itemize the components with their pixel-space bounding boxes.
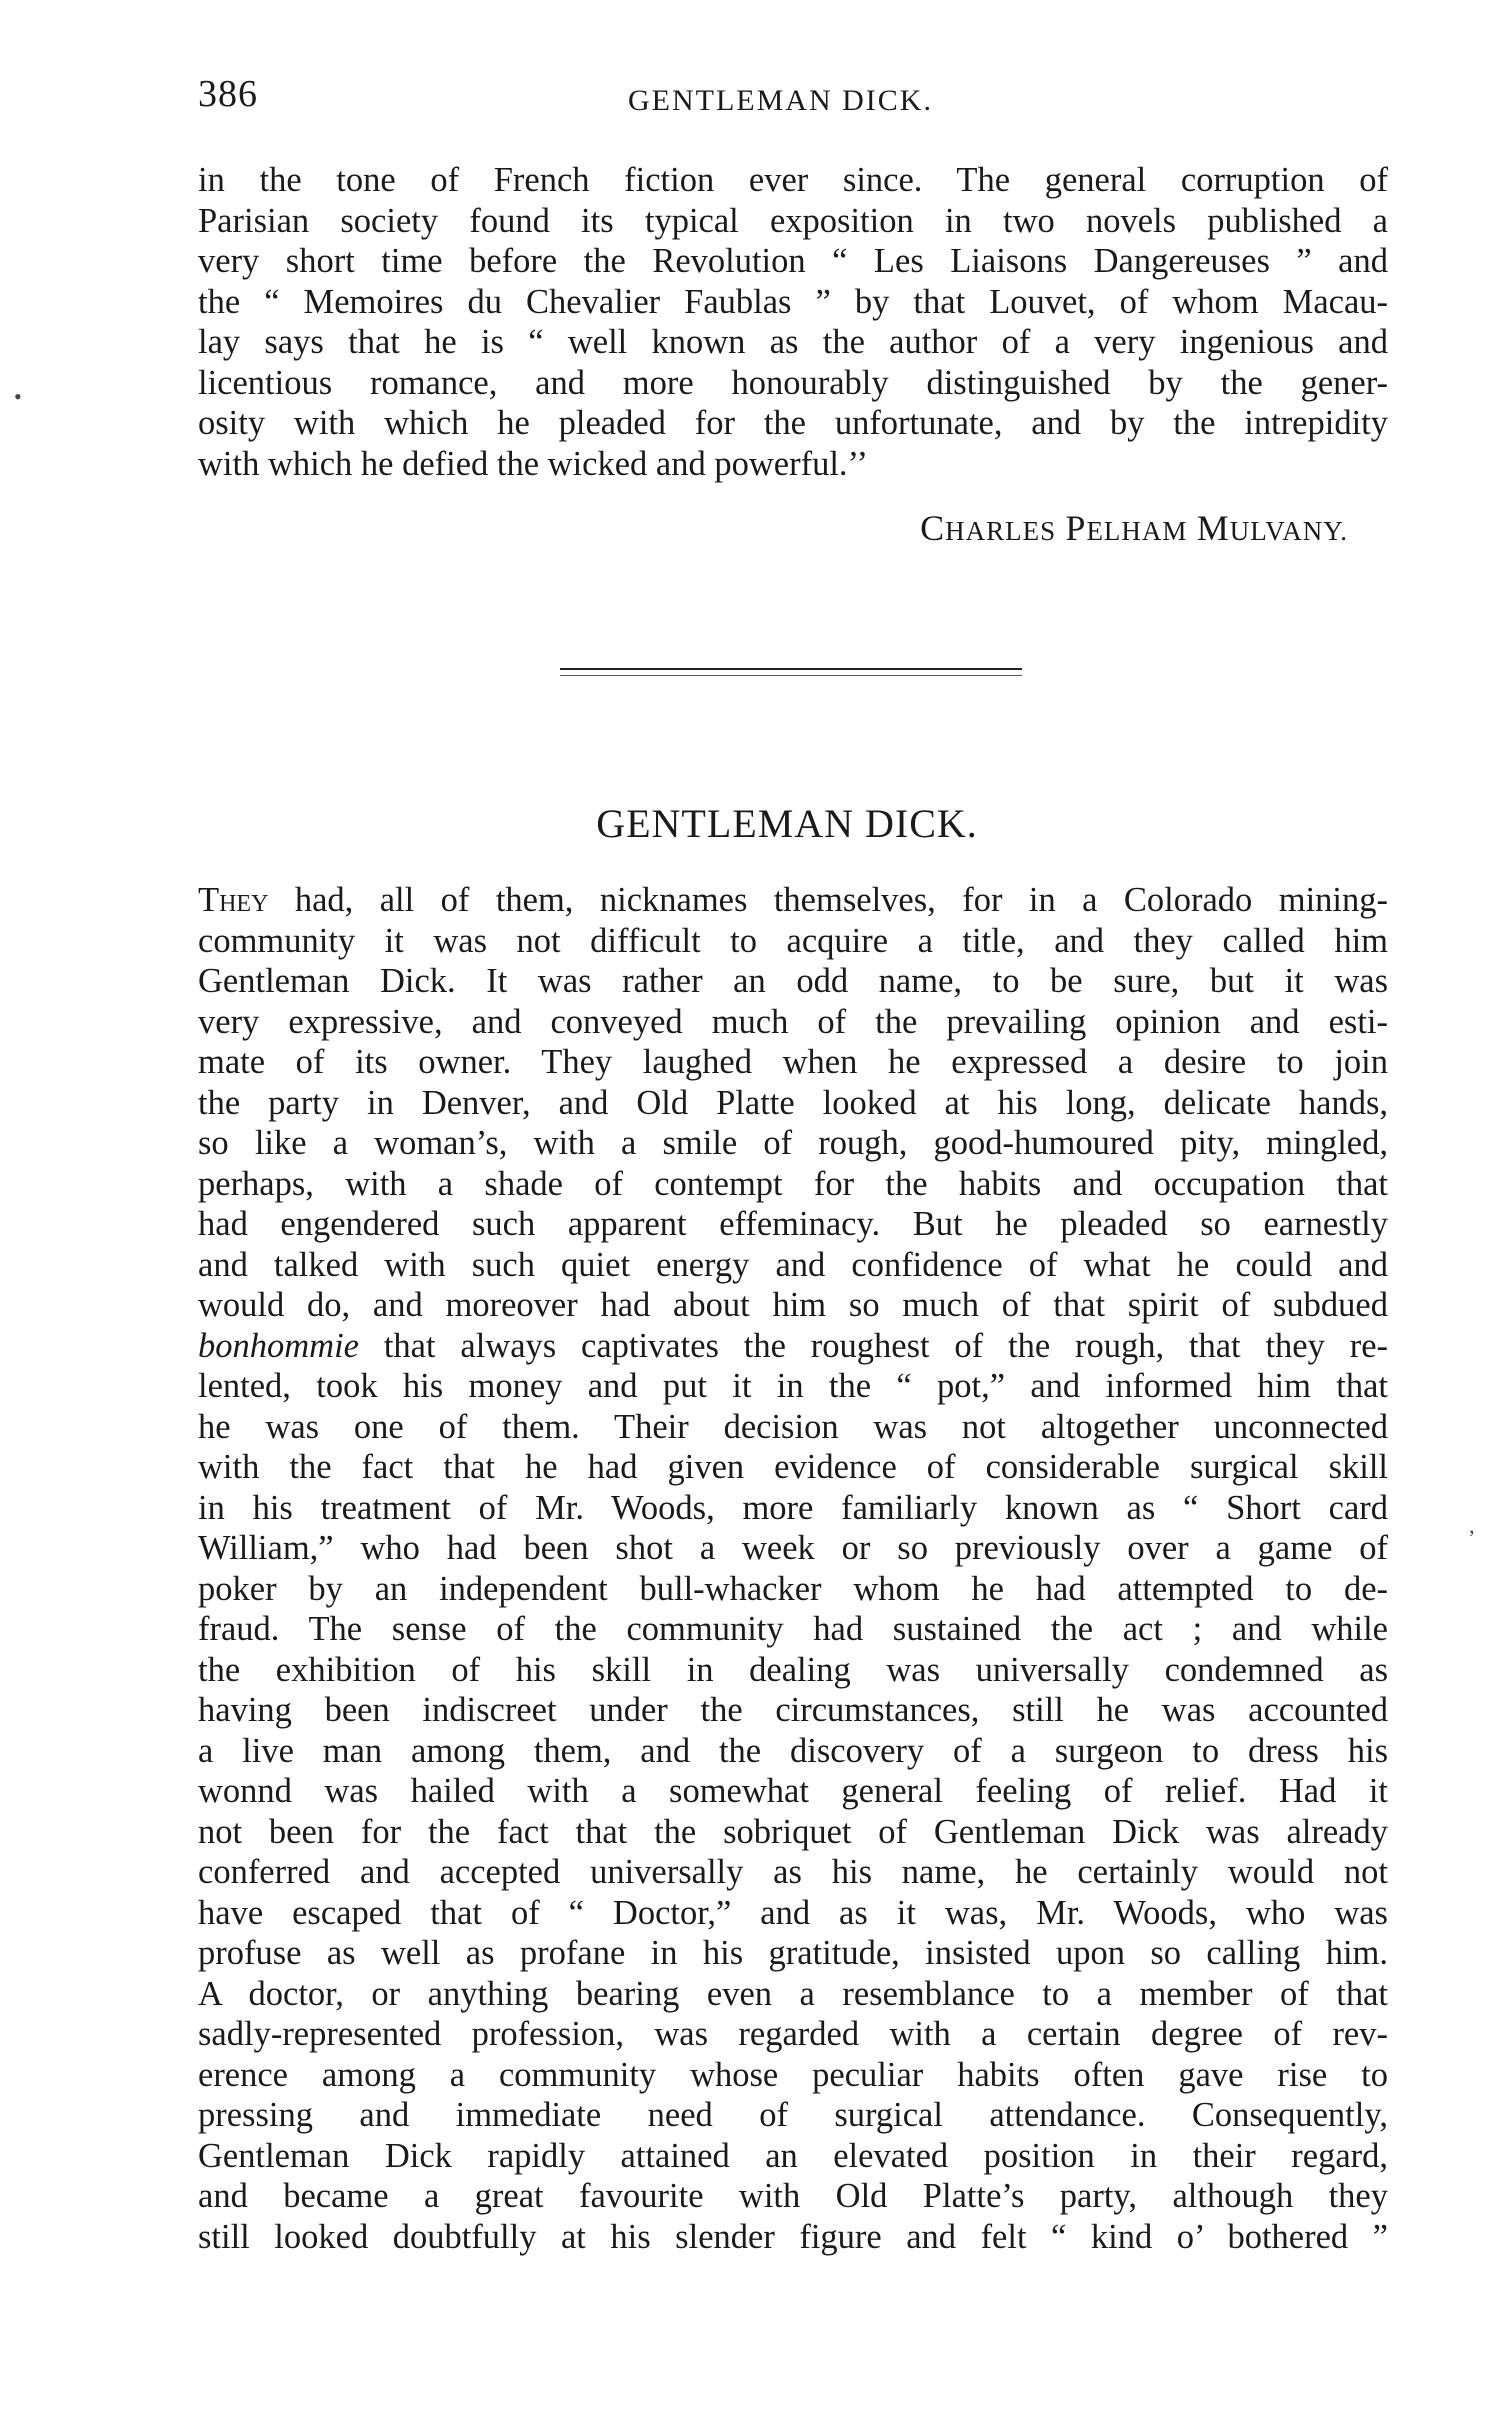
margin-mark: ’ — [1468, 1525, 1476, 1550]
text-line: perhaps, with a shade of contempt for the habits and occupation that — [198, 1164, 1388, 1203]
text-line: the “ Memoires du Chevalier Faublas ” by that Louvet, of whom Macau- — [198, 282, 1388, 321]
article-line — [198, 880, 1388, 921]
text-line: community it was not difficult to acquire a title, and they called him — [198, 921, 1388, 960]
text-line: profuse as well as profane in his gratitude, insisted upon so calling him. — [198, 1934, 1388, 1972]
first-line-text: had, all of them, nicknames themselves, for in a Colorado mining- — [268, 881, 1388, 919]
text-line: mate of its owner. They laughed when he expressed a desire to join — [198, 1043, 1388, 1081]
text-line: osity with which he pleaded for the unfortunate, and by the intrepidity — [198, 404, 1388, 442]
text-line: Parisian society found its typical exposition in two novels published a — [198, 201, 1388, 240]
text-line: very short time before the Revolution “ Les Liaisons Dangereuses ” and — [198, 242, 1388, 280]
text-line: lay says that he is “ well known as the author of a very ingenious and — [198, 323, 1388, 361]
divider-rule-bottom — [560, 675, 1022, 676]
text-line: poker by an independent bull-whacker whom he had attempted to de- — [198, 1569, 1388, 1608]
text-line: so like a woman’s, with a smile of rough, good-humoured pity, mingled, — [198, 1124, 1388, 1162]
italic-word: bonhommie — [198, 1326, 359, 1365]
text-line: the exhibition of his skill in dealing was universally condemned as — [198, 1650, 1388, 1689]
article-body — [198, 880, 1388, 2257]
text-line: fraud. The sense of the community had sustained the act ; and while — [198, 1610, 1388, 1648]
text-line: and became a great favourite with Old Platte’s party, although they — [198, 2177, 1388, 2215]
text-line: in his treatment of Mr. Woods, more familiarly known as “ Short card — [198, 1488, 1388, 1527]
text-line: sadly-represented profession, was regarded with a certain degree of rev- — [198, 2015, 1388, 2053]
text-line: he was one of them. Their decision was not altogether unconnected — [198, 1407, 1388, 1446]
text-line: licentious romance, and more honourably distinguished by the gener- — [198, 363, 1388, 402]
divider-rule-top — [560, 668, 1022, 670]
text-line: with which he defied the wicked and powerful.’’ — [198, 444, 868, 483]
margin-mark: • — [14, 384, 22, 409]
author-signature: CHARLES PELHAM MULVANY. — [920, 508, 1348, 548]
text-line: A doctor, or anything bearing even a resemblance to a member of that — [198, 1974, 1388, 2013]
text-line: had engendered such apparent effeminacy. But he pleaded so earnestly — [198, 1205, 1388, 1243]
article-line — [198, 1326, 1388, 1367]
text-line: not been for the fact that the sobriquet of Gentleman Dick was already — [198, 1812, 1388, 1851]
text-line: with the fact that he had given evidence of considerable surgical skill — [198, 1448, 1388, 1486]
text-line: conferred and accepted universally as his name, he certainly would not — [198, 1853, 1388, 1891]
text-line: having been indiscreet under the circumstances, still he was accounted — [198, 1691, 1388, 1729]
drop-word: They — [198, 881, 269, 919]
text-line: still looked doubtfully at his slender figure and felt “ kind o’ bothered ” — [198, 2217, 1388, 2256]
article-title: GENTLEMAN DICK. — [596, 801, 978, 846]
text-line: the party in Denver, and Old Platte looked at his long, delicate hands, — [198, 1083, 1388, 1122]
italic-line-text: that always captivates the roughest of the rough, that they re- — [358, 1326, 1388, 1365]
section-divider — [560, 668, 1022, 681]
text-line: erence among a community whose peculiar habits often gave rise to — [198, 2055, 1388, 2094]
text-line: in the tone of French fiction ever since. The general corruption of — [198, 161, 1388, 199]
text-line: and talked with such quiet energy and confidence of what he could and — [198, 1245, 1388, 1284]
previous-article-text — [198, 160, 1388, 484]
text-line: would do, and moreover had about him so much of that spirit of subdued — [198, 1286, 1388, 1324]
text-line: William,” who had been shot a week or so previously over a game of — [198, 1529, 1388, 1567]
page-number: 386 — [198, 73, 258, 115]
text-line: lented, took his money and put it in the “ pot,” and informed him that — [198, 1367, 1388, 1405]
text-line: Gentleman Dick rapidly attained an elevated position in their regard, — [198, 2136, 1388, 2175]
text-line: very expressive, and conveyed much of the prevailing opinion and esti- — [198, 1002, 1388, 1041]
text-line: pressing and immediate need of surgical attendance. Consequently, — [198, 2096, 1388, 2134]
text-line: a live man among them, and the discovery of a surgeon to dress his — [198, 1731, 1388, 1770]
text-line: have escaped that of “ Doctor,” and as it was, Mr. Woods, who was — [198, 1893, 1388, 1932]
text-line: wonnd was hailed with a somewhat general feeling of relief. Had it — [198, 1772, 1388, 1810]
text-line: Gentleman Dick. It was rather an odd name, to be sure, but it was — [198, 962, 1388, 1000]
running-head — [198, 72, 1388, 122]
running-title: GENTLEMAN DICK. — [628, 84, 933, 117]
